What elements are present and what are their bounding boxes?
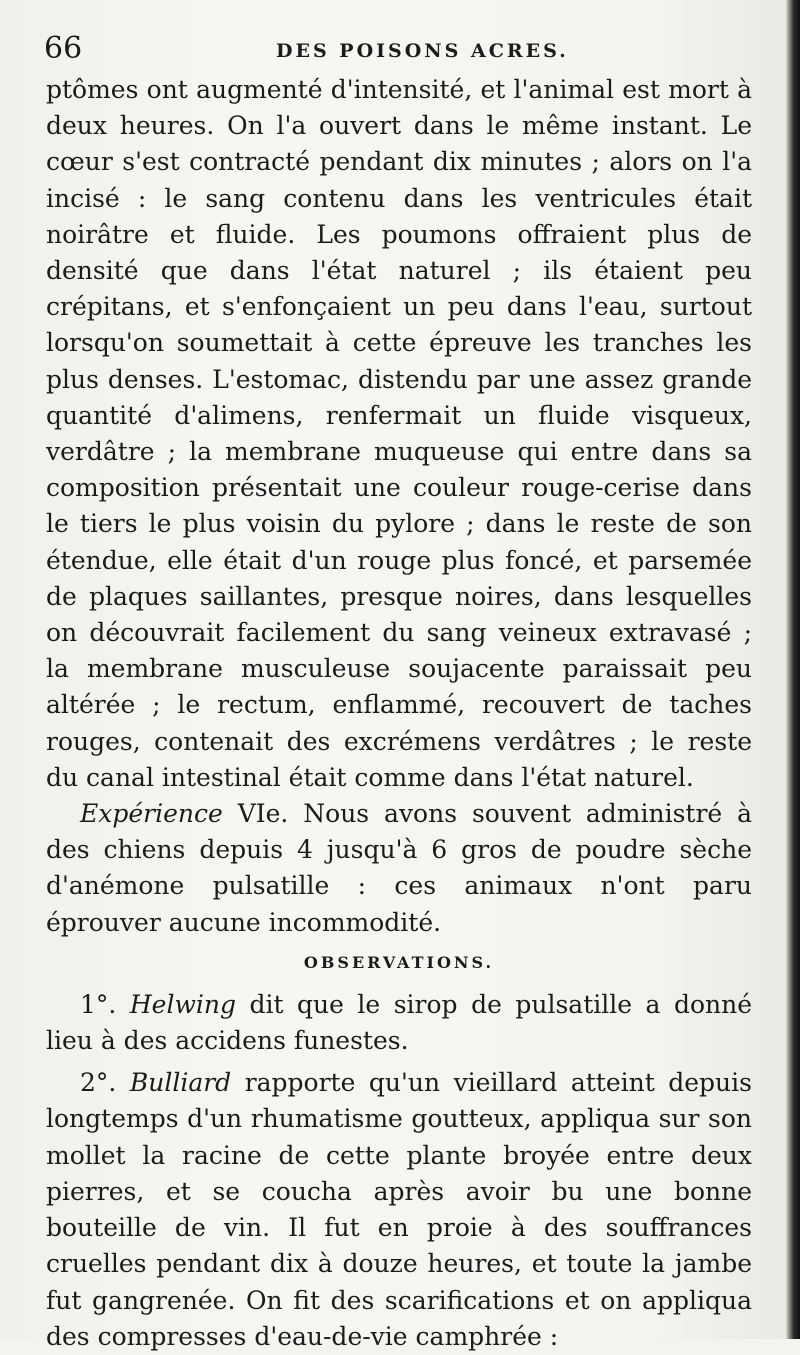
- page-header: [44, 31, 744, 66]
- paragraph-experience: [46, 796, 752, 941]
- observations-heading: OBSERVATIONS.: [303, 952, 495, 972]
- body-text: [46, 72, 752, 1355]
- experience-label: Expérience: [80, 799, 223, 829]
- paragraph-autopsy: ptômes ont augmenté d'intensité, et l'animal est mort à deux heures. On l'a ouvert dans le même instant. Le cœur s'est contracté pendant dix minutes ; alors on l'a incisé : le sang contenu dans les ventricules était noirâtre et fluide. Les poumons offraient plus de densité que dans l'état naturel ; ils étaient peu crépitans, et s'enfonçaient un peu dans l'eau, surtout lorsqu'on soumettait à cette épreuve les tranches les plus denses. L'estomac, distendu par une assez grande quantité d'alimens, renfermait un fluide visqueux, verdâtre ; la membrane muqueuse qui entre dans sa composition présentait une couleur rouge-cerise dans le tiers le plus voisin du pylore ; dans le reste de son étendue, elle était d'un rouge plus foncé, et parsemée de plaques saillantes, presque noires, dans lesquelles on découvrait facilement du sang veineux extravasé ; la membrane musculeuse soujacente paraissait peu altérée ; le rectum, enflammé, recouvert de taches rouges, contenait des excrémens verdâtres ; le reste du canal intestinal était comme dans l'état naturel.: [46, 75, 752, 792]
- experience-number: VIe.: [237, 799, 289, 829]
- running-title: DES POISONS ACRES.: [276, 40, 569, 62]
- page-edge-shadow: [786, 0, 800, 1339]
- observation-2-number: 2°.: [80, 1068, 117, 1098]
- observation-2: [46, 1065, 752, 1355]
- experience-text: Nous avons souvent administré à des chiens depuis 4 jusqu'à 6 gros de poudre sèche d'anémone pulsatille : ces animaux n'ont paru éprouver aucune incommodité.: [46, 799, 753, 937]
- observation-1-author: Helwing: [129, 989, 236, 1019]
- observation-1-text: dit que le sirop de pulsatille a donné lieu à des accidens funestes.: [46, 989, 752, 1056]
- page-number: 66: [44, 31, 83, 66]
- observation-2-author: Bulliard: [129, 1068, 232, 1098]
- observation-1-number: 1°.: [80, 989, 117, 1019]
- observation-1: [46, 987, 752, 1059]
- observation-2-text: rapporte qu'un vieillard atteint depuis longtemps d'un rhumatisme goutteux, appliqua sur son mollet la racine de cette plante broyée entre deux pierres, et se coucha après avoir bu une bonne bouteille de vin. Il fut en proie à des souffrances cruelles pendant dix à douze heures, et toute la jambe fut gangrenée. On fit des scarifications et on appliqua des compresses d'eau-de-vie camphrée :: [46, 1068, 752, 1351]
